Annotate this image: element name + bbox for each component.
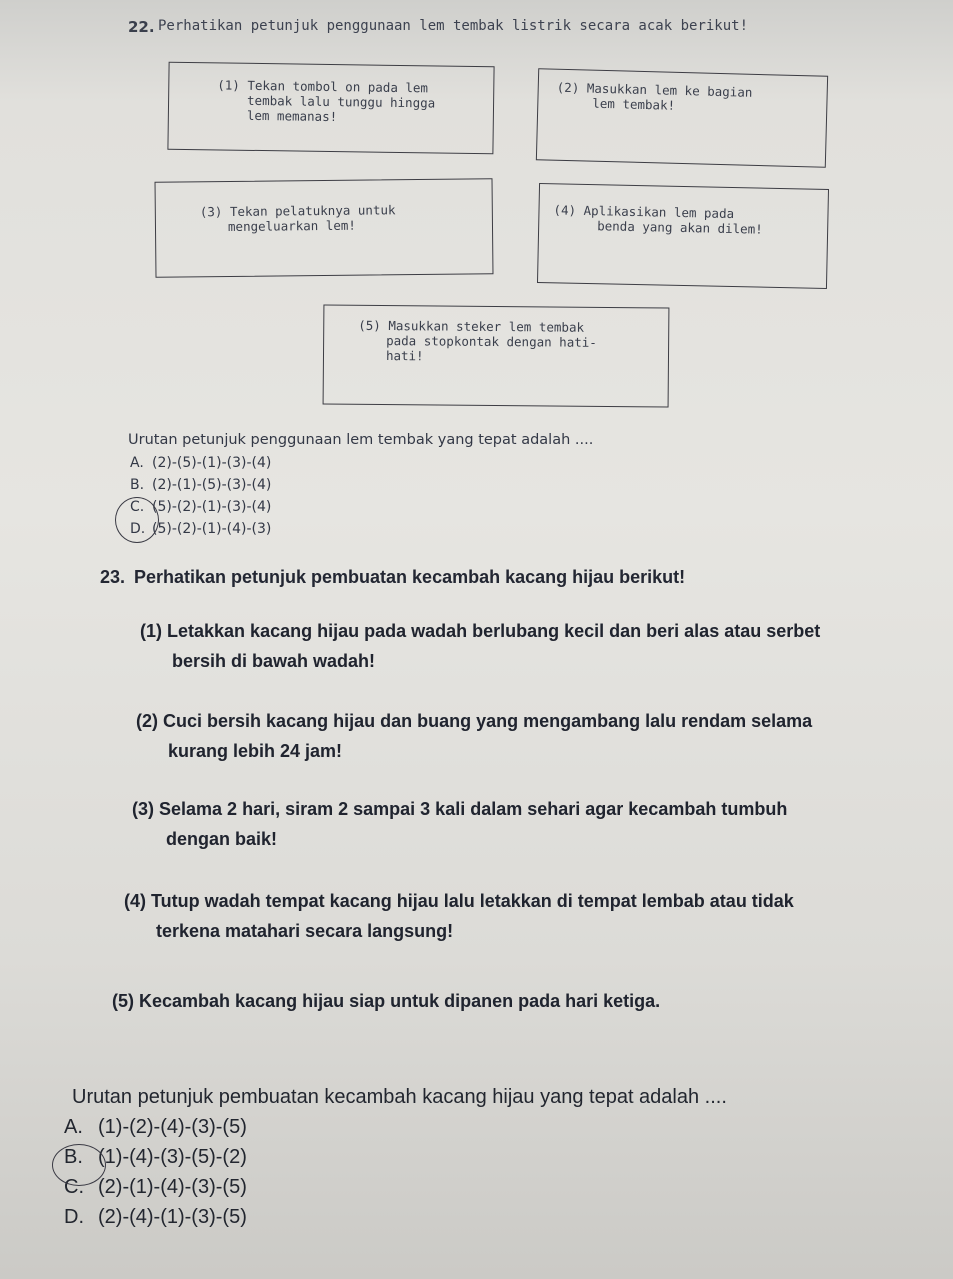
option-text: (1)-(4)-(3)-(5)-(2): [98, 1146, 247, 1168]
question-23-intro: Perhatikan petunjuk pembuatan kecambah kacang hijau berikut!: [134, 567, 686, 587]
step-line: Tutup wadah tempat kacang hijau lalu letakkan di tempat lembab atau tidak: [151, 891, 794, 911]
step-box-3: [155, 178, 494, 278]
option-text: (1)-(2)-(4)-(3)-(5): [98, 1116, 247, 1138]
step-box-4: [537, 183, 829, 289]
step-box-5: [323, 304, 670, 407]
step-line: dengan baik!: [166, 829, 278, 849]
step-number: (1): [217, 77, 240, 93]
step-line: Tekan pelatuknya untuk: [229, 202, 396, 219]
step-number: (5): [112, 991, 134, 1011]
step-line: Masukkan steker lem tembak: [388, 318, 585, 335]
option-23-a[interactable]: [64, 1112, 247, 1142]
step-line: Selama 2 hari, siram 2 sampai 3 kali dalam sehari agar kecambah tumbuh: [159, 799, 788, 819]
step-line: Letakkan kacang hijau pada wadah berlubang kecil dan beri alas atau serbet: [167, 621, 821, 641]
option-letter: D.: [130, 521, 146, 537]
option-text: (5)-(2)-(1)-(4)-(3): [152, 521, 272, 537]
option-letter: B.: [64, 1146, 83, 1168]
option-letter: A.: [64, 1116, 83, 1138]
question-23-prompt: Urutan petunjuk pembuatan kecambah kacang hijau yang tepat adalah ....: [72, 1086, 727, 1108]
option-letter: B.: [130, 477, 145, 493]
q23-step-5: [112, 986, 932, 1016]
step-line: Cuci bersih kacang hijau dan buang yang mengambang lalu rendam selama: [163, 711, 813, 731]
q23-step-4: [124, 886, 934, 946]
q23-step-2: [136, 706, 936, 766]
step-number: (2): [556, 79, 580, 96]
step-line: lem tembak!: [592, 95, 676, 113]
step-number: (4): [124, 891, 146, 911]
option-text: (5)-(2)-(1)-(3)-(4): [152, 499, 272, 515]
option-letter: A.: [130, 455, 144, 471]
q23-step-3: [132, 794, 932, 854]
option-text: (2)-(4)-(1)-(3)-(5): [98, 1206, 247, 1228]
step-number: (4): [553, 202, 577, 218]
step-line: bersih di bawah wadah!: [172, 651, 376, 671]
step-number: (1): [140, 621, 162, 641]
step-box-2: [536, 68, 828, 168]
question-22-prompt: Urutan petunjuk penggunaan lem tembak yang tepat adalah ....: [128, 432, 594, 448]
q23-step-1: [140, 616, 940, 676]
step-line: Masukkan lem ke bagian: [586, 80, 753, 100]
step-line: kurang lebih 24 jam!: [168, 741, 343, 761]
step-line: lem memanas!: [246, 107, 338, 125]
step-box-1: [167, 62, 494, 155]
step-number: (2): [136, 711, 158, 731]
option-text: (2)-(1)-(5)-(3)-(4): [152, 477, 272, 493]
step-line: hati!: [385, 348, 424, 364]
step-line: pada stopkontak dengan hati-: [386, 333, 597, 350]
step-number: (5): [358, 317, 381, 333]
step-line: Aplikasikan lem pada: [583, 202, 735, 222]
step-line: benda yang akan dilem!: [597, 218, 763, 237]
step-line: Kecambah kacang hijau siap untuk dipanen pada hari ketiga.: [139, 991, 661, 1011]
answer-circle-mark: [115, 497, 159, 543]
option-22-a[interactable]: [130, 452, 271, 474]
option-22-b[interactable]: [130, 474, 271, 496]
option-23-d[interactable]: [64, 1202, 247, 1232]
option-text: (2)-(1)-(4)-(3)-(5): [98, 1176, 247, 1198]
question-22-number: 22.: [128, 18, 155, 36]
question-22-intro: Perhatikan petunjuk penggunaan lem tembak listrik secara acak berikut!: [158, 18, 749, 34]
question-23-number: 23.: [100, 567, 126, 587]
option-text: (2)-(5)-(1)-(3)-(4): [152, 455, 272, 471]
step-line: mengeluarkan lem!: [227, 217, 356, 235]
option-letter: C.: [130, 499, 145, 515]
step-line: tembak lalu tunggu hingga: [246, 92, 436, 111]
option-letter: C.: [64, 1176, 84, 1198]
step-line: terkena matahari secara langsung!: [156, 921, 454, 941]
step-number: (3): [132, 799, 154, 819]
answer-circle-mark: [52, 1144, 106, 1186]
step-line: Tekan tombol on pada lem: [247, 77, 429, 96]
option-letter: D.: [64, 1206, 84, 1228]
step-number: (3): [199, 204, 223, 220]
